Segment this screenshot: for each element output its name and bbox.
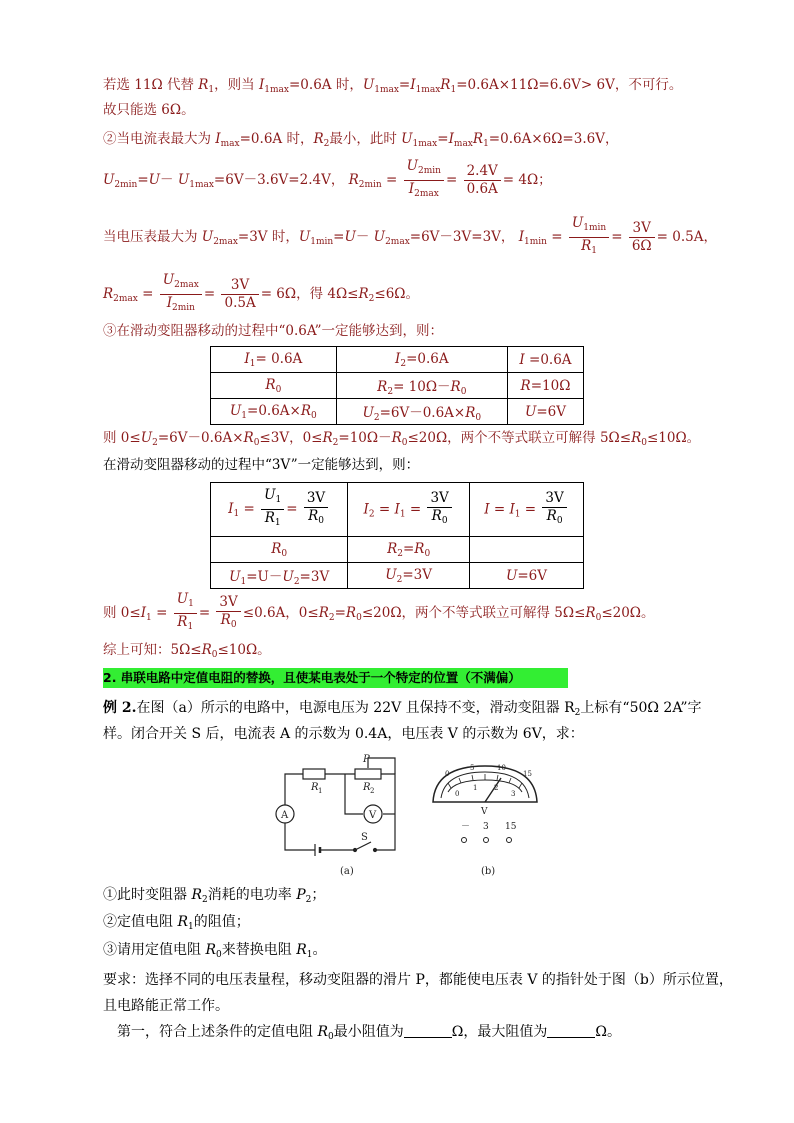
text-line-10: 则 $0\le I_1$ = $\frac{U_1}{R_1}$ = $\frac{3V}{R_0}$ ≤0.6A，$0\le R_2=R_0\le 20\Omega$，两个不等式联立可解得 $5\Omega\le R_0\le 20\Omega$。 [103,591,655,632]
table-row: $U_1=U-U_2=3V$ $U_2=3V$ U=6V [211,563,584,589]
table-2 [210,482,584,589]
text-line-7: ③在滑动变阻器移动的过程中“0.6A”一定能够达到，则： [103,323,444,339]
svg-text:5: 5 [470,764,475,772]
text-line-2: 故只能选 6Ω。 [103,102,195,118]
fraction: $\frac{2.4V}{0.6A}$ [464,163,501,198]
section-heading: 2. 串联电路中定值电阻的替换，且使某电表处于一个特定的位置（不满偏） [103,670,521,685]
svg-text:A: A [281,810,289,821]
table-row: $U_1=0.6A\times R_0$ $U_2=6V-0.6A\times R_0$ U=6V [211,399,584,425]
svg-text:15: 15 [505,822,517,832]
question-2: ②定值电阻 $R_1$的阻值； [103,914,250,932]
requirement-line-2: 且电路能正常工作。 [103,998,229,1014]
svg-text:1: 1 [318,787,323,795]
svg-text:2: 2 [370,787,375,795]
question-3: ③请用定值电阻 $R_0$来替换电阻 $R_1$。 [103,942,327,960]
requirement-line-1: 要求：选择不同的电压表量程，移动变阻器的滑片 P，都能使电压表 V 的指针处于图（b）所示位置， [103,972,733,988]
svg-text:(a): (a) [340,866,354,877]
circuit-figure [265,752,545,878]
fraction: $\frac{3V}{0.5A}$ [221,277,258,312]
text-line-6: $R_{2max}$ = $\frac{U_{2max}}{I_{2min}}$ = $\frac{3V}{0.5A}$ = 6Ω，得 $4\Omega\le R_2\le 6\Omega$。 [103,272,419,317]
svg-text:R: R [363,782,371,793]
svg-text:V: V [481,807,488,817]
answer-blank-max[interactable] [547,1023,595,1038]
svg-text:V: V [369,810,377,821]
svg-text:S: S [361,832,368,843]
fraction: $\frac{3V}{6\Omega}$ [629,220,655,255]
svg-text:－: － [461,822,471,832]
table-row: $I_1$ = $\frac{U_1}{R_1}$ = $\frac{3V}{R_0}$ $I_2 = I_1$ = $\frac{3V}{R_0}$ $I = I_1$ = $\frac{3V}{R_0}$ [211,483,584,537]
text-line-11: 综上可知：$5\Omega\le R_0\le 10\Omega$。 [103,642,271,660]
table-row: $R_0$ $R_2=R_0$ [211,537,584,563]
svg-text:3: 3 [511,790,516,798]
text-line-9: 在滑动变阻器移动的过程中“3V”一定能够达到，则： [103,457,420,473]
fraction: $\frac{U_{2min}}{I_{2max}}$ [404,158,444,203]
svg-text:15: 15 [523,770,532,778]
svg-text:0: 0 [445,770,450,778]
table-row: $R_0$ $R_2= 10\Omega-R_0$ R=10Ω [211,373,584,399]
fraction: $\frac{U_{2max}}{I_{2min}}$ [160,272,202,317]
voltmeter-dial [433,764,537,877]
svg-text:R: R [311,782,319,793]
table-1 [210,346,584,425]
svg-text:(b): (b) [481,866,496,877]
text-line-5: 当电压表最大为 $U_{2max}=3V$ 时，$U_{1min}=U- U_{2max}=6V-3V=3V$， $I_{1min}$ = $\frac{U_{1min}}{R_1}$ = $\frac{3V}{6\Omega}$ = 0.5A， [103,215,717,260]
svg-text:P: P [363,754,370,765]
table-row: $I_1= 0.6A$ $I_2=0.6A$ I =0.6A [211,347,584,373]
svg-text:2: 2 [494,784,499,792]
example-line-2: 样。闭合开关 S 后，电流表 A 的示数为 0.4A，电压表 V 的示数为 6V，求： [103,726,584,742]
example-line-1: 例 2.在图（a）所示的电路中，电源电压为 22V 且保持不变，滑动变阻器 $R_2$上标有“50Ω 2A”字 [103,700,702,718]
svg-text:0: 0 [455,790,460,798]
svg-text:1: 1 [473,784,478,792]
text-line-3: ②当电流表最大为 $I_{max}=0.6A$ 时，$R_2$最小，此时 $U_{1max}=I_{max}R_1=0.6A\times 6\Omega=3.6V$， [103,131,619,149]
circuit-labels [280,754,377,877]
question-1: ①此时变阻器 $R_2$消耗的电功率 $P_2$； [103,887,326,905]
circuit-diagram [276,758,395,856]
question-last: 第一，符合上述条件的定值电阻 $R_0$最小阻值为 Ω，最大阻值为 Ω。 [117,1024,621,1042]
svg-text:3: 3 [483,822,489,832]
svg-text:10: 10 [497,764,506,772]
text-line-8: 则 $0\le U_2=6V-0.6A\times R_0\le 3V$，$0\le R_2=10\Omega-R_0\le 20\Omega$，两个不等式联立可解得 $5\Omega\le R_0\le 10\Omega$。 [103,430,701,448]
text-line-4: $U_{2min}=U- U_{1max}=6V-3.6V=2.4V$， $R_{2min}$ = $\frac{U_{2min}}{I_{2max}}$ = $\frac{2.4V}{0.6A}$ = 4Ω； [103,158,552,203]
fraction: $\frac{U_{1min}}{R_1}$ [569,215,609,260]
text-line-1: 若选 11Ω 代替 $R_1$，则当 $I_{1max}=0.6A$ 时，$U_{1max}=I_{1max}R_1=0.6A\times 11\Omega=6.6V> 6V$，不可行。 [103,77,683,95]
answer-blank-min[interactable] [404,1023,452,1038]
